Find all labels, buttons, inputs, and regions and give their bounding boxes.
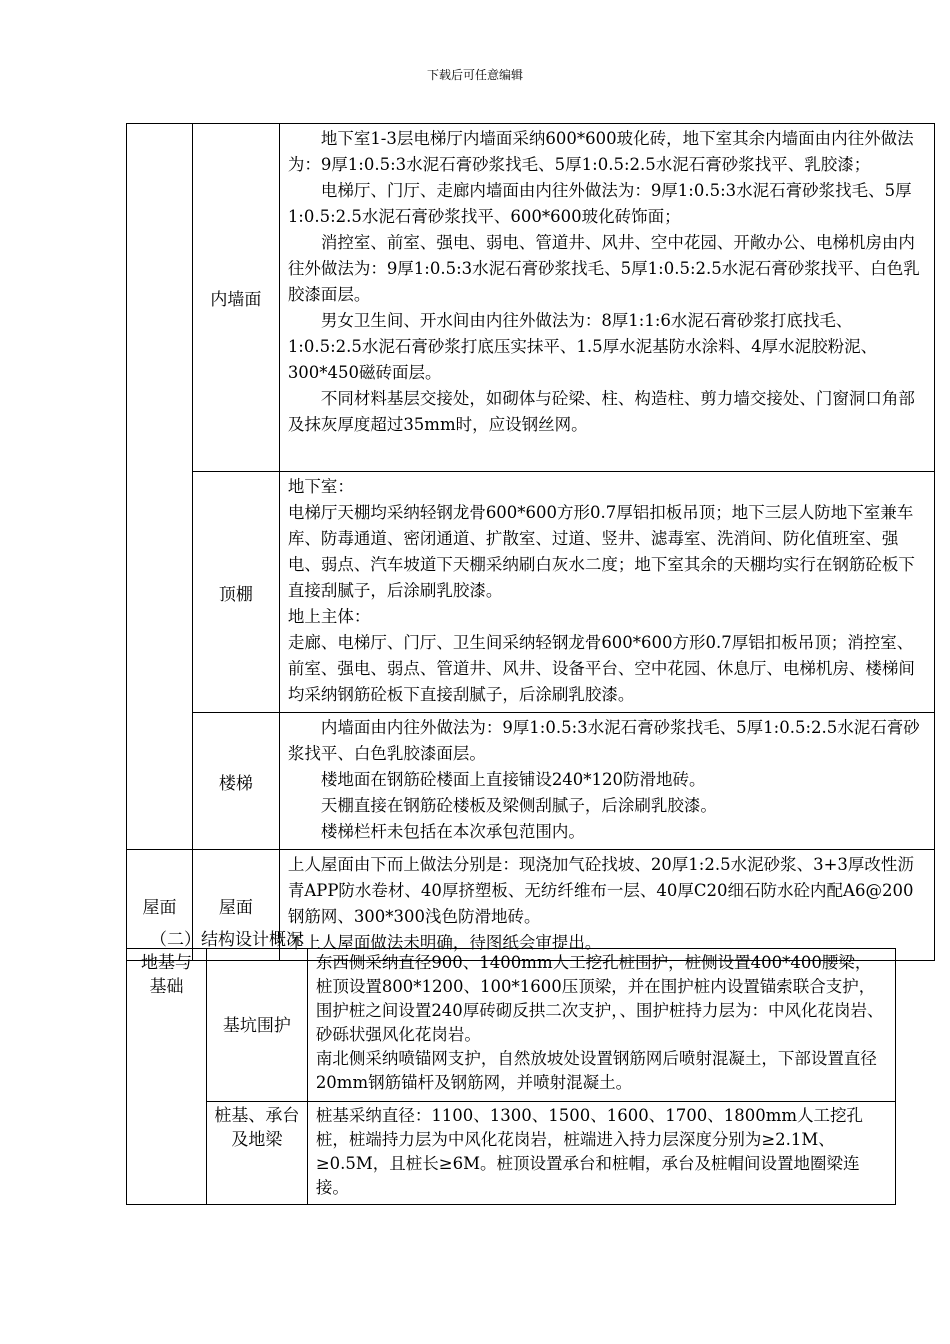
row-content xyxy=(279,713,934,850)
table-row xyxy=(127,1102,896,1205)
paragraph: 走廊、电梯厅、门厅、卫生间采纳轻钢龙骨600*600方形0.7厚铝扣板吊顶；消控室、前室、强电、弱点、管道井、风井、设备平台、空中花园、休息厅、电梯机房、楼梯间均采纳钢筋砼板下直接刮腻子，后涂刷乳胶漆。 xyxy=(287,633,915,704)
row-label: 桩基、承台及地梁 xyxy=(206,1102,307,1205)
building-finish-table xyxy=(126,123,935,961)
paragraph: 电梯厅天棚均采纳轻钢龙骨600*600方形0.7厚铝扣板吊顶；地下三层人防地下室兼车库、防毒通道、密闭通道、扩散室、过道、竖井、滤毒室、洗消间、防化值班室、强电、弱点、汽车坡道下天棚采纳刷白灰水二度；地下室其余的天棚均实行在钢筋砼板下直接刮腻子，后涂刷乳胶漆。 xyxy=(287,503,915,600)
row-label: 顶棚 xyxy=(192,472,279,713)
category-cell: 地基与基础 xyxy=(127,949,207,1205)
paragraph: 消控室、前室、强电、弱电、管道井、风井、空中花园、开敞办公、电梯机房由内往外做法为：9厚1:0.5:3水泥石膏砂浆找毛、5厚1:0.5:2.5水泥石膏砂浆找平、白色乳胶漆面层。 xyxy=(287,233,920,304)
category-cell xyxy=(127,124,193,850)
paragraph: 楼梯栏杆未包括在本次承包范围内。 xyxy=(320,822,585,841)
paragraph: 男女卫生间、开水间由内往外做法为：8厚1:1:6水泥石膏砂浆打底找毛、1:0.5:2.5水泥石膏砂浆打底压实抹平、1.5厚水泥基防水涂料、4厚水泥胶粉泥、300*450磁砖面层。 xyxy=(287,311,878,382)
structure-design-table xyxy=(126,948,896,1205)
paragraph: 电梯厅、门厅、走廊内墙面由内往外做法为：9厚1:0.5:3水泥石膏砂浆找毛、5厚1:0.5:2.5水泥石膏砂浆找平、600*600玻化砖饰面； xyxy=(287,181,912,226)
row-label: 楼梯 xyxy=(192,713,279,850)
paragraph: 楼地面在钢筋砼楼面上直接铺设240*120防滑地砖。 xyxy=(320,770,706,789)
row-content xyxy=(307,949,895,1102)
row-label: 屋面 xyxy=(192,850,279,961)
row-label: 内墙面 xyxy=(192,124,279,472)
paragraph: 东西侧采纳直径900、1400mm人工挖孔桩围护，桩侧设置400*400腰梁，桩顶设置800*1200、100*1600压顶梁，并在围护桩内设置锚索联合支护，围护桩之间设置240厚砖砌反拱二次支护，、围护桩持力层为：中风化花岗岩、砂砾状强风化花岗岩。 xyxy=(315,953,884,1044)
paragraph: 南北侧采纳喷锚网支护，自然放坡处设置钢筋网后喷射混凝土，下部设置直径20mm钢筋锚杆及钢筋网，并喷射混凝土。 xyxy=(315,1049,877,1092)
paragraph: 上人屋面由下而上做法分别是：现浇加气砼找坡、20厚1:2.5水泥砂浆、3+3厚改性沥青APP防水卷材、40厚挤塑板、无纺纤维布一层、40厚C20细石防水砼内配A6@200钢筋网、300*300浅色防滑地砖。 xyxy=(287,855,914,926)
paragraph: 桩基采纳直径：1100、1300、1500、1600、1700、1800mm人工挖孔桩，桩端持力层为中风化花岗岩，桩端进入持力层深度分别为≥2.1M、≥0.5M，且桩长≥6M。桩顶设置承台和桩帽，承台及桩帽间设置地圈梁连接。 xyxy=(315,1106,864,1197)
paragraph: 地下室： xyxy=(287,477,354,496)
table-row xyxy=(127,472,935,713)
paragraph: 不同材料基层交接处，如砌体与砼梁、柱、构造柱、剪力墙交接处、门窗洞口角部及抹灰厚度超过35mm时，应设钢丝网。 xyxy=(287,389,915,434)
paragraph: 地上主体： xyxy=(287,607,371,626)
row-label: 基坑围护 xyxy=(206,949,307,1102)
section-title: （二）结构设计概况 xyxy=(150,930,303,950)
table-row xyxy=(127,949,896,1102)
paragraph: 天棚直接在钢筋砼楼板及梁侧刮腻子，后涂刷乳胶漆。 xyxy=(320,796,717,815)
row-content xyxy=(279,472,934,713)
row-content xyxy=(279,850,934,961)
page-header: 下载后可任意编辑 xyxy=(426,68,523,82)
paragraph: 地下室1-3层电梯厅内墙面采纳600*600玻化砖，地下室其余内墙面由内往外做法为：9厚1:0.5:3水泥石膏砂浆找毛、5厚1:0.5:2.5水泥石膏砂浆找平、乳胶漆； xyxy=(287,129,914,174)
row-content xyxy=(279,124,934,472)
table-row xyxy=(127,124,935,472)
paragraph: 不上人屋面做法未明确，待图纸会审提出。 xyxy=(287,933,602,952)
table-row xyxy=(127,713,935,850)
paragraph: 内墙面由内往外做法为：9厚1:0.5:3水泥石膏砂浆找毛、5厚1:0.5:2.5水泥石膏砂浆找平、白色乳胶漆面层。 xyxy=(287,718,920,763)
row-content xyxy=(307,1102,895,1205)
category-cell: 屋面 xyxy=(127,850,193,961)
